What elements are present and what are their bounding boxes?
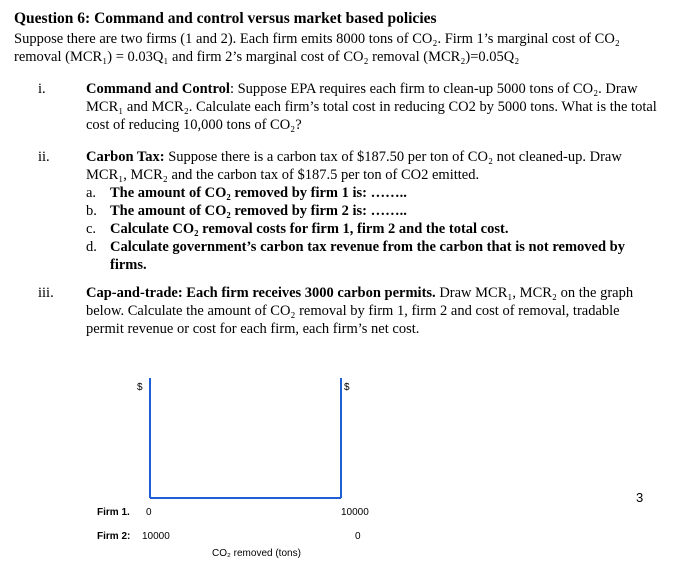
firm2-label: Firm 2:: [97, 531, 131, 542]
intro-line-2: removal (MCR₁) = 0.03Q₁ and firm 2’s marginal cost of CO₂ removal (MCR₂)=0.05Q₂: [14, 49, 520, 65]
firm2-start-tick: 10000: [142, 531, 170, 542]
sub-b-text: The amount of CO₂ removed by firm 2 is: ……..: [110, 203, 407, 219]
x-axis-label: CO₂ removed (tons): [212, 548, 301, 559]
firm1-end-tick: 10000: [341, 507, 369, 518]
part-ii-numeral: ii.: [38, 149, 50, 165]
sub-a-label: a.: [86, 185, 97, 201]
part-ii-text: Suppose there is a carbon tax of $187.50 per ton of CO₂ not cleaned-up. Draw MCR₁, MCR₂ and the carbon tax of $187.5 per ton of CO2 emitted.: [86, 149, 622, 183]
part-iii-text: Draw MCR₁, MCR₂ on the graph below. Calculate the amount of CO₂ removal by firm 1, firm 2 and cost of removal, tradable permit revenue or cost for each firm, each firm’s net cost.: [86, 285, 634, 337]
question-title: Question 6: Command and control versus market based policies: [14, 10, 437, 27]
firm1-label: Firm 1.: [97, 507, 130, 518]
sub-b-label: b.: [86, 203, 97, 219]
sub-c-text: Calculate CO₂ removal costs for firm 1, firm 2 and the total cost.: [110, 221, 509, 237]
left-axis-label: $: [137, 382, 143, 393]
sub-d-label: d.: [86, 239, 97, 255]
part-i-text: : Suppose EPA requires each firm to clean-up 5000 tons of CO₂. Draw MCR₁ and MCR₂. Calculate each firm’s total cost in reducing CO2 by 5000 tons. What is the total cost of reducing 10,000 tons of CO₂?: [86, 81, 657, 133]
sub-a-text: The amount of CO₂ removed by firm 1 is: ……..: [110, 185, 407, 201]
intro-line-1: Suppose there are two firms (1 and 2). Each firm emits 8000 tons of CO₂. Firm 1’s marginal cost of CO₂: [14, 31, 620, 47]
part-iii-numeral: iii.: [38, 285, 54, 301]
part-i-lead: Command and Control: [86, 81, 230, 97]
page-number: 3: [636, 490, 644, 505]
firm2-end-tick: 0: [355, 531, 361, 542]
sub-d-text: Calculate government’s carbon tax revenue from the carbon that is not removed by firms.: [110, 239, 625, 273]
firm1-start-tick: 0: [146, 507, 152, 518]
right-axis-label: $: [344, 382, 350, 393]
part-i-numeral: i.: [38, 81, 46, 97]
sub-c-label: c.: [86, 221, 97, 237]
part-ii-lead: Carbon Tax:: [86, 149, 165, 165]
part-iii-lead: Cap-and-trade: Each firm receives 3000 carbon permits.: [86, 285, 436, 301]
